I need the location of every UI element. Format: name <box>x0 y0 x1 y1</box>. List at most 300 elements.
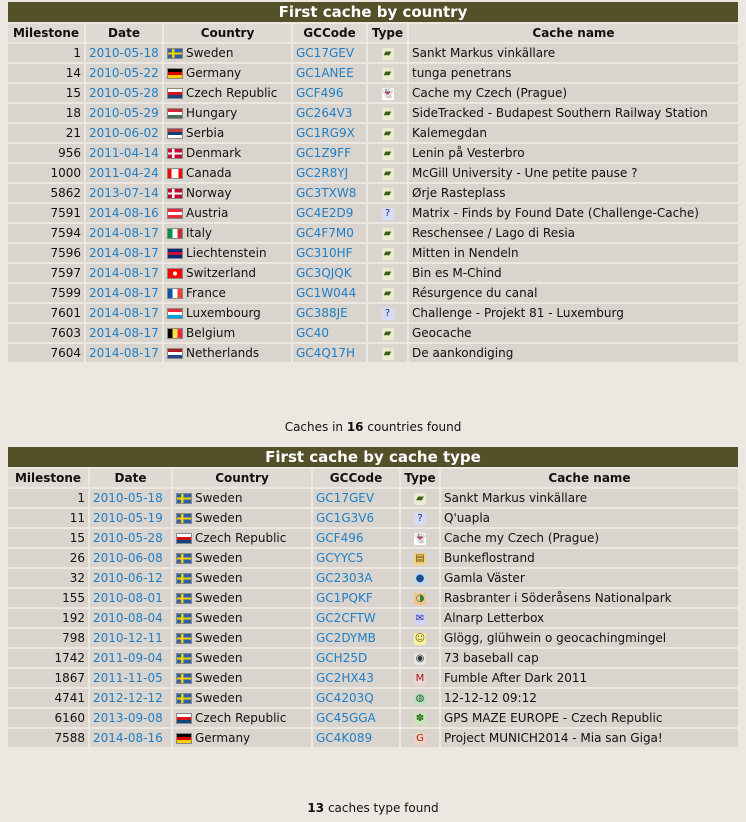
cache-name-cell: Matrix - Finds by Found Date (Challenge-Cache) <box>409 204 738 222</box>
table-row <box>8 164 738 182</box>
date-link[interactable]: 2014-08-16 <box>93 731 163 745</box>
milestone-cell: 155 <box>8 589 88 607</box>
country-cell <box>164 44 291 62</box>
gccode-link[interactable]: GCF496 <box>316 531 364 545</box>
table-row <box>8 264 738 282</box>
cache-name-cell: Résurgence du canal <box>409 284 738 302</box>
country-cell <box>164 244 291 262</box>
table-row <box>8 344 738 362</box>
germany-flag-icon <box>176 733 192 744</box>
country-name: Sweden <box>195 511 243 525</box>
date-link[interactable]: 2010-05-22 <box>89 66 159 80</box>
gccode-link[interactable]: GC264V3 <box>296 106 353 120</box>
maze-cache-icon: ✽ <box>415 712 425 724</box>
date-cell <box>90 649 171 667</box>
gccode-cell <box>293 304 366 322</box>
milestone-cell: 7597 <box>8 264 84 282</box>
cache-name-cell: Reschensee / Lago di Resia <box>409 224 738 242</box>
cache-name-cell: Q'uapla <box>441 509 738 527</box>
gccode-cell <box>293 204 366 222</box>
gccode-cell <box>293 44 366 62</box>
country-name: Sweden <box>195 551 243 565</box>
country-cell <box>164 324 291 342</box>
milestone-cell: 7591 <box>8 204 84 222</box>
type-cell <box>368 204 407 222</box>
mystery-cache-icon: ? <box>382 208 394 220</box>
col-header-milestone: Milestone <box>8 469 88 487</box>
gccode-link[interactable]: GC4E2D9 <box>296 206 354 220</box>
gccode-cell <box>293 264 366 282</box>
traditional-cache-icon: ▰ <box>382 228 394 240</box>
date-cell <box>86 324 162 342</box>
milestone-cell: 7599 <box>8 284 84 302</box>
milestone-cell: 1 <box>8 489 88 507</box>
cache-name-cell: tunga penetrans <box>409 64 738 82</box>
type-cell <box>368 224 407 242</box>
milestone-cell: 1000 <box>8 164 84 182</box>
gccode-link[interactable]: GC4K089 <box>316 731 373 745</box>
cito-cache-icon: ◍ <box>415 692 425 704</box>
col-header-gccode: GCCode <box>293 24 366 42</box>
table-row <box>8 589 738 607</box>
table-row <box>8 629 738 647</box>
table-row <box>8 184 738 202</box>
table-row <box>8 649 738 667</box>
type-cell <box>368 284 407 302</box>
section-title: First cache by country <box>8 2 738 22</box>
type-cell <box>368 184 407 202</box>
table-body <box>8 44 738 362</box>
earth-cache-icon: ◑ <box>415 592 425 604</box>
date-cell <box>86 44 162 62</box>
gccode-cell <box>313 649 399 667</box>
table-body <box>8 489 738 747</box>
country-name: Netherlands <box>186 346 260 360</box>
date-cell <box>86 204 162 222</box>
gccode-link[interactable]: GC45GGA <box>316 711 376 725</box>
gccode-link[interactable]: GC3QJQK <box>296 266 352 280</box>
date-link[interactable]: 2014-08-17 <box>89 286 159 300</box>
gccode-cell <box>313 489 399 507</box>
date-link[interactable]: 2014-08-17 <box>89 326 159 340</box>
gccode-link[interactable]: GC4F7M0 <box>296 226 354 240</box>
traditional-cache-icon: ▰ <box>382 188 394 200</box>
date-link[interactable]: 2010-08-01 <box>93 591 163 605</box>
gccode-cell <box>313 549 399 567</box>
gccode-cell <box>313 529 399 547</box>
cache-name-cell: Lenin på Vesterbro <box>409 144 738 162</box>
date-cell <box>90 589 171 607</box>
milestone-cell: 7604 <box>8 344 84 362</box>
date-link[interactable]: 2010-05-28 <box>93 531 163 545</box>
gccode-link[interactable]: GC2DYMB <box>316 631 376 645</box>
milestone-cell: 956 <box>8 144 84 162</box>
col-header-milestone: Milestone <box>8 24 84 42</box>
col-header-country: Country <box>173 469 311 487</box>
sweden-flag-icon <box>176 513 192 524</box>
czech-republic-flag-icon <box>176 713 192 724</box>
table-row <box>8 64 738 82</box>
cache-name-cell: McGill University - Une petite pause ? <box>409 164 738 182</box>
country-name: Sweden <box>195 571 243 585</box>
cache-name-cell: Ørje Rasteplass <box>409 184 738 202</box>
date-cell <box>86 344 162 362</box>
type-cell <box>401 569 439 587</box>
gccode-cell <box>293 344 366 362</box>
date-cell <box>86 184 162 202</box>
country-name: Sweden <box>195 651 243 665</box>
date-link[interactable]: 2010-05-18 <box>93 491 163 505</box>
gccode-cell <box>293 284 366 302</box>
liechtenstein-flag-icon <box>167 248 183 259</box>
date-link[interactable]: 2010-12-11 <box>93 631 163 645</box>
milestone-cell: 7594 <box>8 224 84 242</box>
gccode-link[interactable]: GC4Q17H <box>296 346 356 360</box>
traditional-cache-icon: ▰ <box>382 288 394 300</box>
country-cell <box>173 729 311 747</box>
country-cell <box>164 184 291 202</box>
col-header-cache-name: Cache name <box>441 469 738 487</box>
type-cell <box>368 64 407 82</box>
cache-name-cell: Kalemegdan <box>409 124 738 142</box>
summary-prefix: Caches in <box>284 420 347 434</box>
gccode-link[interactable]: GCH25D <box>316 651 368 665</box>
gccode-link[interactable]: GC17GEV <box>316 491 375 505</box>
gccode-cell <box>293 224 366 242</box>
date-link[interactable]: 2012-12-12 <box>93 691 163 705</box>
type-cell <box>401 609 439 627</box>
country-cell <box>164 124 291 142</box>
gccode-cell <box>293 324 366 342</box>
country-cell <box>173 489 311 507</box>
date-cell <box>86 164 162 182</box>
country-name: Belgium <box>186 326 236 340</box>
sweden-flag-icon <box>176 693 192 704</box>
traditional-cache-icon: ▰ <box>382 128 394 140</box>
type-cell <box>368 144 407 162</box>
milestone-cell: 15 <box>8 84 84 102</box>
date-link[interactable]: 2014-08-17 <box>89 346 159 360</box>
cache-name-cell: De aankondiging <box>409 344 738 362</box>
gccode-link[interactable]: GC1Z9FF <box>296 146 351 160</box>
cache-name-cell: Alnarp Letterbox <box>441 609 738 627</box>
date-cell <box>90 489 171 507</box>
date-cell <box>90 529 171 547</box>
cache-name-cell: Bin es M-Chind <box>409 264 738 282</box>
sweden-flag-icon <box>176 673 192 684</box>
sweden-flag-icon <box>176 633 192 644</box>
summary-suffix: caches type found <box>324 801 439 815</box>
gccode-link[interactable]: GC40 <box>296 326 329 340</box>
table-row <box>8 224 738 242</box>
gccode-cell <box>293 164 366 182</box>
country-name: Germany <box>195 731 251 745</box>
date-cell <box>86 304 162 322</box>
letterbox-cache-icon: ✉ <box>415 612 425 624</box>
type-cell <box>401 529 439 547</box>
traditional-cache-icon: ▰ <box>382 148 394 160</box>
norway-flag-icon <box>167 188 183 199</box>
germany-flag-icon <box>167 68 183 79</box>
country-name: Italy <box>186 226 213 240</box>
date-link[interactable]: 2013-07-14 <box>89 186 159 200</box>
date-cell <box>86 64 162 82</box>
traditional-cache-icon: ▰ <box>414 493 426 505</box>
gccode-link[interactable]: GCF496 <box>296 86 344 100</box>
milestone-cell: 7601 <box>8 304 84 322</box>
date-cell <box>90 629 171 647</box>
country-cell <box>173 569 311 587</box>
type-cell <box>401 509 439 527</box>
table-row <box>8 569 738 587</box>
type-cell <box>368 244 407 262</box>
date-cell <box>90 609 171 627</box>
table-row <box>8 729 738 747</box>
mystery-cache-icon: ? <box>382 308 394 320</box>
gccode-link[interactable]: GC4203Q <box>316 691 374 705</box>
country-name: Serbia <box>186 126 225 140</box>
first-cache-by-country-table <box>6 0 740 364</box>
type-cell <box>368 84 407 102</box>
type-cell <box>368 124 407 142</box>
milestone-cell: 7588 <box>8 729 88 747</box>
table-row <box>8 284 738 302</box>
gccode-cell <box>313 589 399 607</box>
table-row <box>8 709 738 727</box>
table-row <box>8 324 738 342</box>
date-cell <box>86 244 162 262</box>
czech-republic-flag-icon <box>167 88 183 99</box>
serbia-flag-icon <box>167 128 183 139</box>
type-cell <box>368 324 407 342</box>
milestone-cell: 18 <box>8 104 84 122</box>
table-row <box>8 669 738 687</box>
table-row <box>8 489 738 507</box>
date-link[interactable]: 2010-05-18 <box>89 46 159 60</box>
sweden-flag-icon <box>176 493 192 504</box>
types-count: 13 <box>307 801 325 815</box>
country-cell <box>164 204 291 222</box>
type-cell <box>401 489 439 507</box>
milestone-cell: 192 <box>8 609 88 627</box>
section-title: First cache by cache type <box>8 447 738 467</box>
milestone-cell: 1867 <box>8 669 88 687</box>
country-cell <box>164 224 291 242</box>
cache-name-cell: Rasbranter i Söderåsens Nationalpark <box>441 589 738 607</box>
date-cell <box>86 284 162 302</box>
sweden-flag-icon <box>176 653 192 664</box>
date-link[interactable]: 2010-06-12 <box>93 571 163 585</box>
date-link[interactable]: 2014-08-17 <box>89 246 159 260</box>
milestone-cell: 32 <box>8 569 88 587</box>
milestone-cell: 798 <box>8 629 88 647</box>
date-cell <box>86 264 162 282</box>
traditional-cache-icon: ▰ <box>382 68 394 80</box>
date-link[interactable]: 2010-05-28 <box>89 86 159 100</box>
gccode-cell <box>313 629 399 647</box>
gccode-cell <box>313 509 399 527</box>
date-link[interactable]: 2013-09-08 <box>93 711 163 725</box>
gccode-cell <box>313 709 399 727</box>
date-cell <box>90 569 171 587</box>
cache-name-cell: 12-12-12 09:12 <box>441 689 738 707</box>
table-row <box>8 549 738 567</box>
country-cell <box>164 84 291 102</box>
date-link[interactable]: 2011-09-04 <box>93 651 163 665</box>
gccode-cell <box>313 689 399 707</box>
milestone-cell: 4741 <box>8 689 88 707</box>
milestone-cell: 14 <box>8 64 84 82</box>
country-cell <box>173 529 311 547</box>
country-cell <box>164 264 291 282</box>
country-name: Canada <box>186 166 232 180</box>
table-row <box>8 124 738 142</box>
country-cell <box>164 64 291 82</box>
traditional-cache-icon: ▰ <box>382 328 394 340</box>
date-link[interactable]: 2010-08-04 <box>93 611 163 625</box>
date-link[interactable]: 2014-08-17 <box>89 226 159 240</box>
giga-event-cache-icon: G <box>414 733 426 745</box>
country-cell <box>173 649 311 667</box>
country-name: Austria <box>186 206 229 220</box>
traditional-cache-icon: ▰ <box>382 48 394 60</box>
country-cell <box>173 509 311 527</box>
switzerland-flag-icon <box>167 268 183 279</box>
country-cell <box>164 284 291 302</box>
gccode-link[interactable]: GC1W044 <box>296 286 357 300</box>
col-header-date: Date <box>90 469 171 487</box>
type-cell <box>368 344 407 362</box>
type-cell <box>401 729 439 747</box>
gccode-cell <box>313 609 399 627</box>
gccode-link[interactable]: GC1G3V6 <box>316 511 375 525</box>
type-cell <box>368 264 407 282</box>
country-cell <box>173 709 311 727</box>
date-link[interactable]: 2014-08-17 <box>89 306 159 320</box>
type-cell <box>401 589 439 607</box>
gccode-link[interactable]: GCYYC5 <box>316 551 364 565</box>
traditional-cache-icon: ▰ <box>382 108 394 120</box>
date-cell <box>86 124 162 142</box>
milestone-cell: 26 <box>8 549 88 567</box>
country-cell <box>173 689 311 707</box>
milestone-cell: 1742 <box>8 649 88 667</box>
cache-name-cell: Bunkeflostrand <box>441 549 738 567</box>
milestone-cell: 7596 <box>8 244 84 262</box>
cache-name-cell: Cache my Czech (Prague) <box>441 529 738 547</box>
date-link[interactable]: 2014-08-17 <box>89 266 159 280</box>
gccode-link[interactable]: GC310HF <box>296 246 353 260</box>
sweden-flag-icon <box>176 553 192 564</box>
country-cell <box>173 609 311 627</box>
table-row <box>8 689 738 707</box>
france-flag-icon <box>167 288 183 299</box>
gccode-link[interactable]: GC2303A <box>316 571 373 585</box>
table-row <box>8 44 738 62</box>
date-link[interactable]: 2010-06-02 <box>89 126 159 140</box>
country-cell <box>173 629 311 647</box>
cache-name-cell: Glögg, glühwein o geocachingmingel <box>441 629 738 647</box>
traditional-cache-icon: ▰ <box>382 248 394 260</box>
gccode-cell <box>293 64 366 82</box>
type-cell <box>368 44 407 62</box>
cache-name-cell: Gamla Väster <box>441 569 738 587</box>
date-link[interactable]: 2014-08-16 <box>89 206 159 220</box>
date-cell <box>90 509 171 527</box>
gccode-link[interactable]: GC3TXW8 <box>296 186 357 200</box>
table-row <box>8 84 738 102</box>
hungary-flag-icon <box>167 108 183 119</box>
type-cell <box>401 629 439 647</box>
countries-summary <box>0 420 746 434</box>
date-cell <box>90 549 171 567</box>
gccode-link[interactable]: GC17GEV <box>296 46 355 60</box>
cache-name-cell: Sankt Markus vinkällare <box>409 44 738 62</box>
type-cell <box>401 669 439 687</box>
col-header-country: Country <box>164 24 291 42</box>
gccode-link[interactable]: GC388JE <box>296 306 348 320</box>
sweden-flag-icon <box>167 48 183 59</box>
gccode-link[interactable]: GC2R8YJ <box>296 166 349 180</box>
country-name: Germany <box>186 66 242 80</box>
date-cell <box>90 709 171 727</box>
country-cell <box>164 144 291 162</box>
gccode-link[interactable]: GC1ANEE <box>296 66 354 80</box>
first-cache-by-type-table <box>6 445 740 749</box>
country-cell <box>164 164 291 182</box>
country-name: Switzerland <box>186 266 256 280</box>
gccode-cell <box>293 244 366 262</box>
cache-name-cell: Challenge - Projekt 81 - Luxemburg <box>409 304 738 322</box>
type-cell <box>368 104 407 122</box>
traditional-cache-icon: ▰ <box>382 348 394 360</box>
country-name: Sweden <box>195 671 243 685</box>
gccode-link[interactable]: GC2HX43 <box>316 671 374 685</box>
country-name: Sweden <box>195 611 243 625</box>
date-link[interactable]: 2010-05-19 <box>93 511 163 525</box>
date-link[interactable]: 2011-04-14 <box>89 146 159 160</box>
virtual-cache-icon: 👻 <box>381 87 394 99</box>
cache-name-cell: Mitten in Nendeln <box>409 244 738 262</box>
date-link[interactable]: 2011-11-05 <box>93 671 163 685</box>
date-cell <box>86 104 162 122</box>
gccode-cell <box>293 104 366 122</box>
date-link[interactable]: 2010-05-29 <box>89 106 159 120</box>
cache-name-cell: Project MUNICH2014 - Mia san Giga! <box>441 729 738 747</box>
cache-name-cell: Cache my Czech (Prague) <box>409 84 738 102</box>
austria-flag-icon <box>167 208 183 219</box>
date-link[interactable]: 2010-06-08 <box>93 551 163 565</box>
country-name: Sweden <box>186 46 234 60</box>
type-cell <box>401 689 439 707</box>
date-cell <box>86 84 162 102</box>
cache-name-cell: Fumble After Dark 2011 <box>441 669 738 687</box>
country-name: Luxembourg <box>186 306 261 320</box>
date-link[interactable]: 2011-04-24 <box>89 166 159 180</box>
milestone-cell: 1 <box>8 44 84 62</box>
denmark-flag-icon <box>167 148 183 159</box>
gccode-link[interactable]: GC2CFTW <box>316 611 376 625</box>
gccode-cell <box>293 84 366 102</box>
gccode-cell <box>293 184 366 202</box>
gccode-link[interactable]: GC1RG9X <box>296 126 355 140</box>
gccode-link[interactable]: GC1PQKF <box>316 591 373 605</box>
italy-flag-icon <box>167 228 183 239</box>
table-row <box>8 509 738 527</box>
sweden-flag-icon <box>176 593 192 604</box>
milestone-cell: 6160 <box>8 709 88 727</box>
summary-suffix: countries found <box>363 420 462 434</box>
